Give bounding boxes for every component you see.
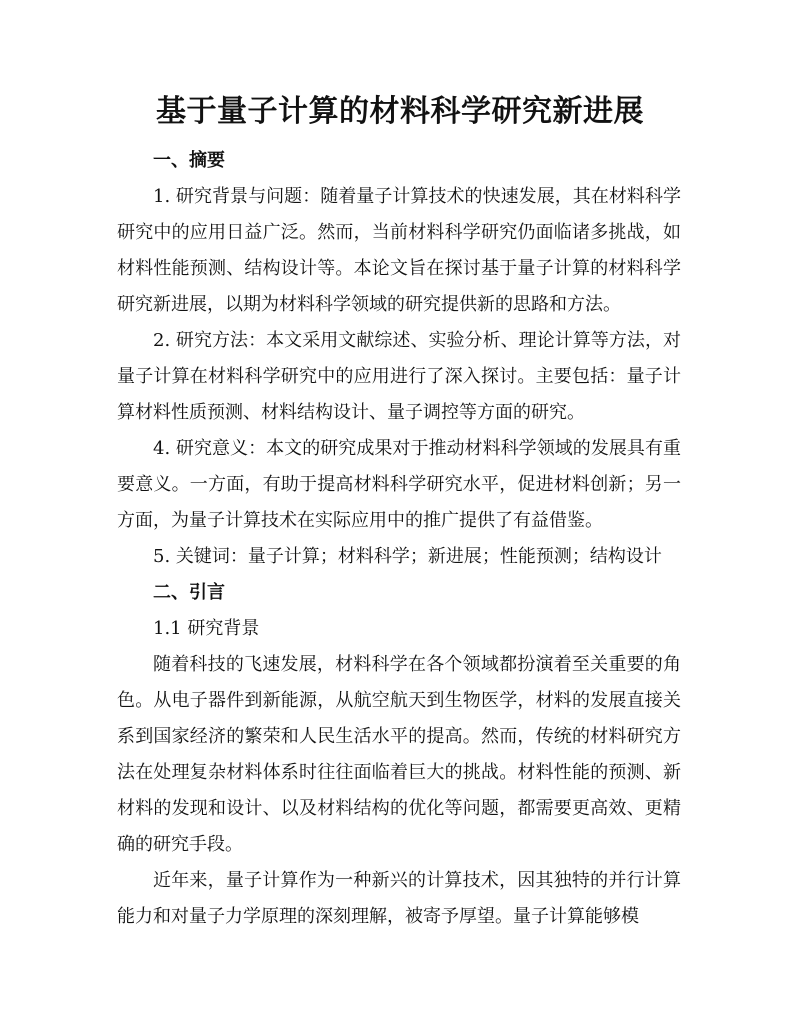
abstract-paragraph-background: 1. 研究背景与问题：随着量子计算技术的快速发展，其在材料科学研究中的应用日益广泛。然而，当前材料科学研究仍面临诸多挑战，如材料性能预测、结构设计等。本论文旨在探讨基于量子计算的材料科学研究新进展，以期为材料科学领域的研究提供新的思路和方法。: [117, 186, 681, 315]
introduction-heading: 二、引言: [153, 582, 225, 603]
abstract-keywords: 5. 关键词：量子计算；材料科学；新进展；性能预测；结构设计: [153, 546, 662, 567]
introduction-paragraph-2: 近年来，量子计算作为一种新兴的计算技术，因其独特的并行计算能力和对量子力学原理的深刻理解，被寄予厚望。量子计算能够模: [117, 870, 681, 927]
introduction-paragraph-1: 随着科技的飞速发展，材料科学在各个领域都扮演着至关重要的角色。从电子器件到新能源，从航空航天到生物医学，材料的发展直接关系到国家经济的繁荣和人民生活水平的提高。然而，传统的材料研究方法在处理复杂材料体系时往往面临着巨大的挑战。材料性能的预测、新材料的发现和设计、以及材料结构的优化等问题，都需要更高效、更精确的研究手段。: [117, 654, 681, 855]
abstract-heading: 一、摘要: [153, 150, 225, 171]
document-body: [117, 143, 681, 935]
research-background-subheading: 1.1 研究背景: [153, 618, 260, 639]
abstract-paragraph-methods: 2. 研究方法：本文采用文献综述、实验分析、理论计算等方法，对量子计算在材料科学研究中的应用进行了深入探讨。主要包括：量子计算材料性质预测、材料结构设计、量子调控等方面的研究。: [117, 330, 681, 423]
document-title: 基于量子计算的材料科学研究新进展: [156, 94, 644, 129]
abstract-paragraph-significance: 4. 研究意义：本文的研究成果对于推动材料科学领域的发展具有重要意义。一方面，有助于提高材料科学研究水平，促进材料创新；另一方面，为量子计算技术在实际应用中的推广提供了有益借鉴。: [117, 438, 681, 531]
